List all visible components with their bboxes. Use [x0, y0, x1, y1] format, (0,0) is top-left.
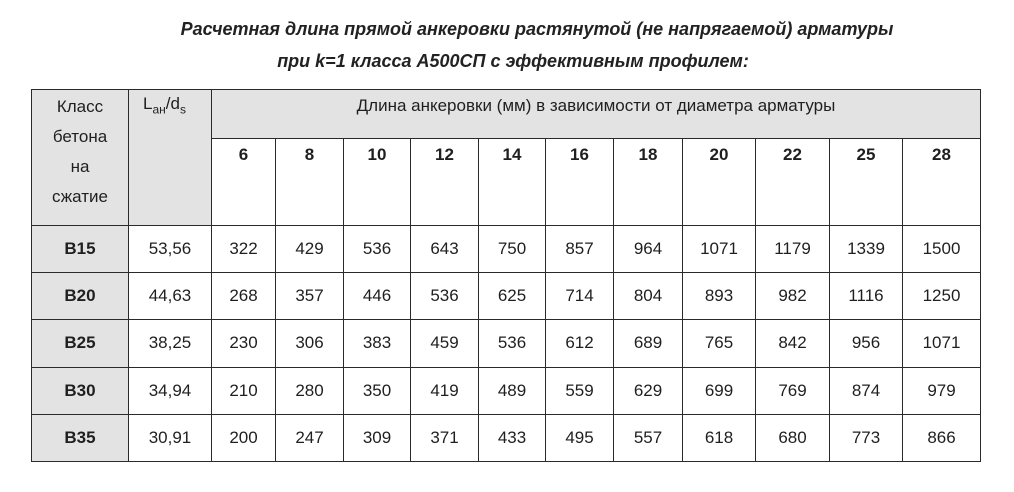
length-cell: 1250	[903, 273, 981, 320]
diameter-header-cell: 10	[344, 139, 411, 226]
length-cell: 322	[212, 226, 276, 273]
diameter-header-cell: 22	[756, 139, 830, 226]
length-cell: 857	[546, 226, 614, 273]
length-cell: 982	[756, 273, 830, 320]
length-cell: 371	[411, 414, 479, 461]
diameter-header-cell: 28	[903, 139, 981, 226]
table-title-line-1: Расчетная длина прямой анкеровки растянутой (не напрягаемой) арматуры	[180, 19, 894, 39]
length-cell: 350	[344, 367, 411, 414]
anchorage-length-table	[31, 89, 981, 462]
length-cell: 680	[756, 414, 830, 461]
ratio-cell: 53,56	[129, 226, 212, 273]
diameter-header-cell: 16	[546, 139, 614, 226]
table-row	[32, 367, 981, 414]
diameter-header-cell: 18	[614, 139, 683, 226]
length-cell: 309	[344, 414, 411, 461]
concrete-class-header: Класс бетона на сжатие	[32, 90, 129, 226]
length-cell: 536	[479, 320, 546, 367]
length-cell: 866	[903, 414, 981, 461]
length-cell: 200	[212, 414, 276, 461]
length-cell: 268	[212, 273, 276, 320]
length-cell: 765	[683, 320, 756, 367]
concrete-class-cell: В30	[32, 367, 129, 414]
table-row	[32, 414, 981, 461]
length-cell: 1179	[756, 226, 830, 273]
diameter-header-cell: 20	[683, 139, 756, 226]
length-cell: 750	[479, 226, 546, 273]
concrete-class-cell: В35	[32, 414, 129, 461]
length-cell: 769	[756, 367, 830, 414]
ratio-cell: 44,63	[129, 273, 212, 320]
length-cell: 629	[614, 367, 683, 414]
length-cell: 230	[212, 320, 276, 367]
length-cell: 699	[683, 367, 756, 414]
length-cell: 536	[411, 273, 479, 320]
table-row	[32, 273, 981, 320]
length-cell: 306	[276, 320, 344, 367]
length-cell: 280	[276, 367, 344, 414]
length-cell: 842	[756, 320, 830, 367]
ratio-cell: 34,94	[129, 367, 212, 414]
length-cell: 625	[479, 273, 546, 320]
table-body	[32, 226, 981, 462]
length-cell: 893	[683, 273, 756, 320]
length-cell: 559	[546, 367, 614, 414]
length-cell: 956	[830, 320, 903, 367]
diameter-header-cell: 8	[276, 139, 344, 226]
concrete-class-cell: В25	[32, 320, 129, 367]
length-cell: 536	[344, 226, 411, 273]
ratio-header: $L_{ан}/d_s$	[129, 90, 212, 226]
length-cell: 210	[212, 367, 276, 414]
diameter-header-cell: 25	[830, 139, 903, 226]
length-cell: 357	[276, 273, 344, 320]
concrete-class-cell: В20	[32, 273, 129, 320]
length-cell: 1116	[830, 273, 903, 320]
length-cell: 714	[546, 273, 614, 320]
length-cell: 1071	[903, 320, 981, 367]
length-cell: 495	[546, 414, 614, 461]
anchorage-length-group-header: Длина анкеровки (мм) в зависимости от диаметра арматуры	[212, 90, 981, 139]
length-cell: 489	[479, 367, 546, 414]
length-cell: 1071	[683, 226, 756, 273]
table-title-line-2: при k=1 класса А500СП с эффективным профилем:	[277, 51, 749, 71]
ratio-cell: 30,91	[129, 414, 212, 461]
length-cell: 419	[411, 367, 479, 414]
length-cell: 773	[830, 414, 903, 461]
length-cell: 429	[276, 226, 344, 273]
length-cell: 689	[614, 320, 683, 367]
length-cell: 804	[614, 273, 683, 320]
table-row	[32, 226, 981, 273]
concrete-class-cell: В15	[32, 226, 129, 273]
length-cell: 874	[830, 367, 903, 414]
length-cell: 964	[614, 226, 683, 273]
length-cell: 446	[344, 273, 411, 320]
length-cell: 643	[411, 226, 479, 273]
table-row	[32, 320, 981, 367]
diameter-header-cell: 6	[212, 139, 276, 226]
length-cell: 557	[614, 414, 683, 461]
length-cell: 433	[479, 414, 546, 461]
length-cell: 1339	[830, 226, 903, 273]
length-cell: 618	[683, 414, 756, 461]
length-cell: 459	[411, 320, 479, 367]
ratio-cell: 38,25	[129, 320, 212, 367]
length-cell: 612	[546, 320, 614, 367]
length-cell: 1500	[903, 226, 981, 273]
length-cell: 247	[276, 414, 344, 461]
length-cell: 383	[344, 320, 411, 367]
diameter-header-cell: 12	[411, 139, 479, 226]
length-cell: 979	[903, 367, 981, 414]
diameter-header-cell: 14	[479, 139, 546, 226]
